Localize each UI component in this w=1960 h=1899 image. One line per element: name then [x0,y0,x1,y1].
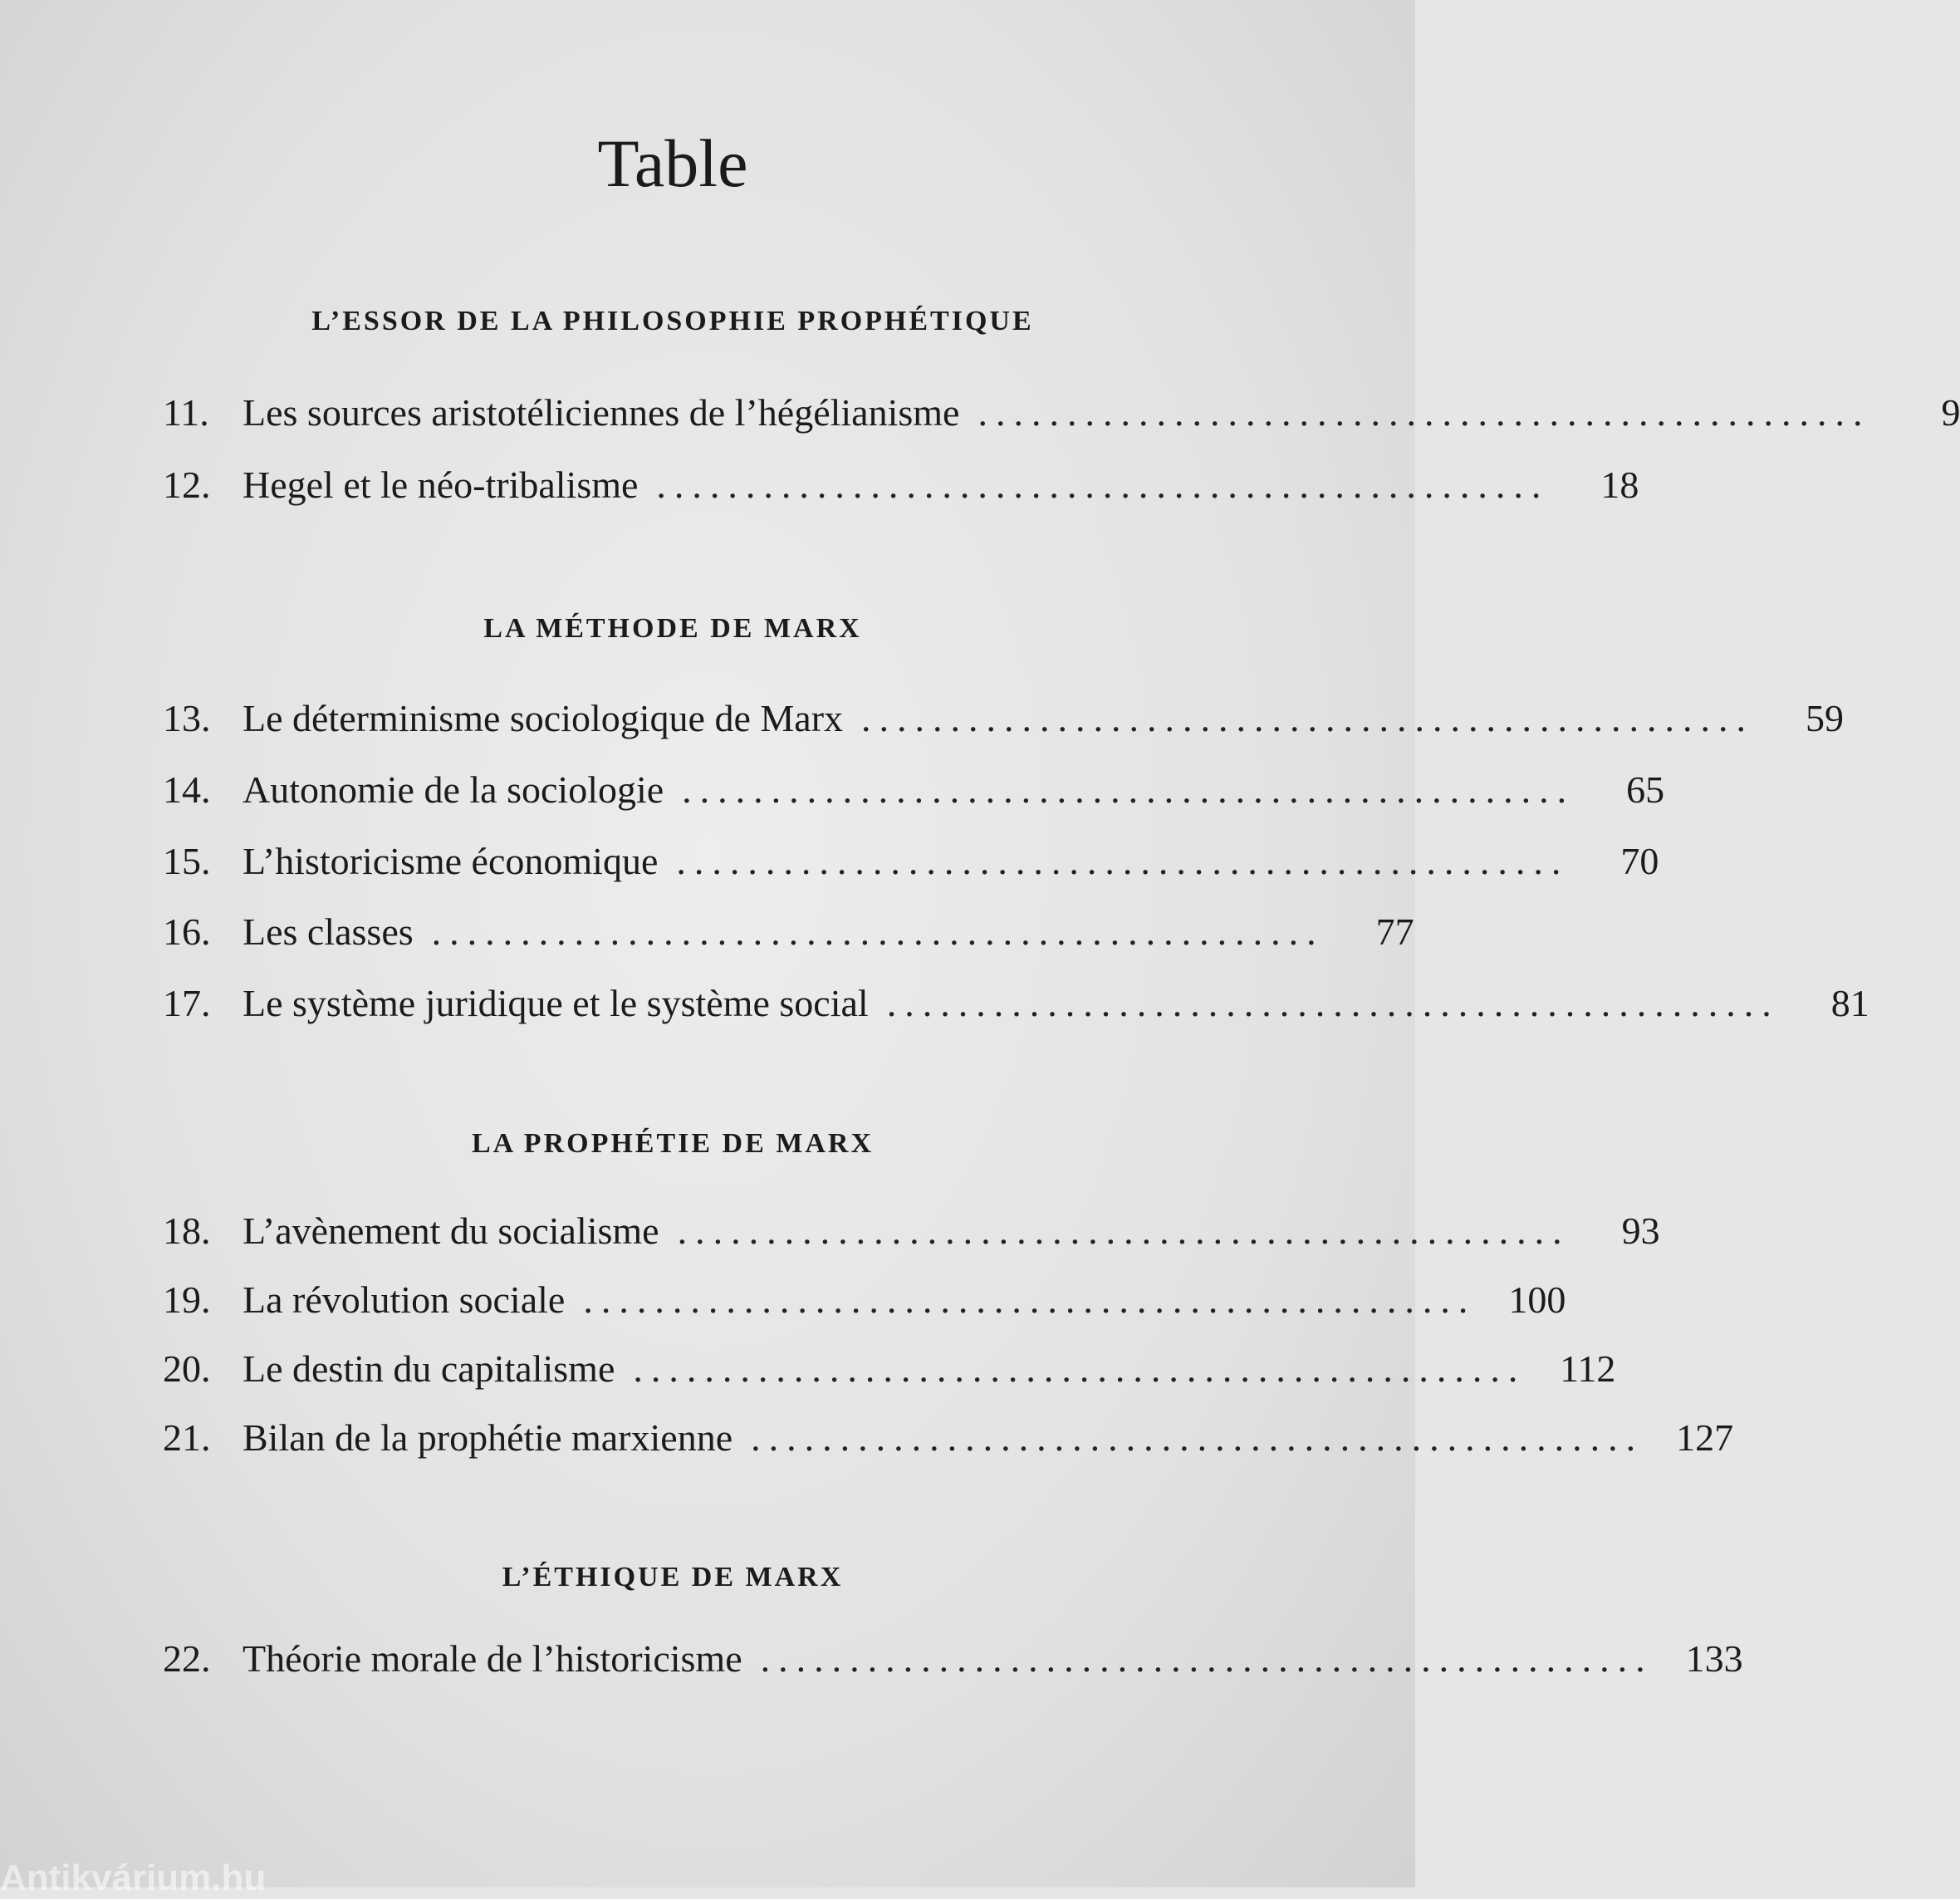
entry-number: 15. [163,840,211,882]
entry-number: 22. [163,1637,211,1680]
entry-title: Hegel et le néo-tribalisme [243,464,639,506]
entry-number: 16. [163,910,211,953]
toc-entry[interactable] [163,1416,1734,1465]
section-heading: LA MÉTHODE DE MARX [483,613,862,644]
toc-entry[interactable] [163,1209,1660,1259]
dot-leader: .................................................. [751,1416,1644,1459]
dot-leader: .................................................. [656,464,1550,506]
entry-page: 9 [1941,391,1960,434]
section-heading: L’ÉTHIQUE DE MARX [502,1562,844,1592]
entry-page: 81 [1830,982,1869,1024]
entry-title: Les classes [243,910,414,953]
dot-leader: .................................................. [633,1347,1526,1390]
entry-page: 70 [1620,840,1659,882]
toc-entry[interactable] [163,1347,1616,1396]
toc-entry[interactable] [163,981,1869,1031]
dot-leader: .................................................. [676,840,1570,882]
dot-leader: .................................................. [978,391,1871,434]
dot-leader: .................................................. [886,982,1780,1024]
entry-number: 13. [163,697,211,739]
dot-leader: .................................................. [431,910,1325,953]
entry-title: Autonomie de la sociologie [243,768,664,811]
entry-number: 17. [163,982,211,1024]
entry-title: Le destin du capitalisme [243,1347,615,1390]
entry-page: 93 [1621,1210,1660,1252]
entry-page: 133 [1685,1637,1743,1680]
dot-leader: .................................................. [861,697,1755,739]
entry-title: Théorie morale de l’historicisme [243,1637,742,1680]
entry-number: 19. [163,1278,211,1321]
toc-entry[interactable] [163,463,1639,513]
entry-number: 14. [163,768,211,811]
section-heading: L’ESSOR DE LA PHILOSOPHIE PROPHÉTIQUE [311,306,1034,336]
entry-title: Le déterminisme sociologique de Marx [243,697,844,739]
toc-entry[interactable] [163,696,1845,746]
dot-leader: .................................................. [677,1210,1570,1252]
entry-number: 12. [163,464,211,506]
dot-leader: .................................................. [682,768,1575,811]
entry-page: 65 [1626,768,1665,811]
toc-entry[interactable] [163,839,1659,889]
entry-title: Les sources aristotéliciennes de l’hégélianisme [243,391,960,434]
dot-leader: .................................................. [760,1637,1654,1680]
entry-page: 127 [1676,1416,1734,1459]
entry-page: 112 [1560,1347,1616,1390]
toc-entry[interactable] [163,768,1665,817]
entry-page: 100 [1508,1278,1566,1321]
watermark: Antikvárium.hu [0,1857,267,1898]
entry-title: La révolution sociale [243,1278,566,1321]
entry-page: 59 [1806,697,1845,739]
toc-entry[interactable] [163,910,1414,959]
toc-entry[interactable] [163,1636,1743,1686]
entry-number: 18. [163,1210,211,1252]
entry-title: Le système juridique et le système social [243,982,869,1024]
toc-entry[interactable] [163,390,1960,440]
entry-page: 18 [1600,464,1639,506]
toc-entry[interactable] [163,1278,1566,1327]
section-heading: LA PROPHÉTIE DE MARX [471,1128,875,1159]
page-title: Table [597,125,748,201]
entry-title: Bilan de la prophétie marxienne [243,1416,733,1459]
entry-number: 20. [163,1347,211,1390]
dot-leader: .................................................. [583,1278,1477,1321]
entry-number: 21. [163,1416,211,1459]
entry-title: L’avènement du socialisme [243,1210,659,1252]
entry-title: L’historicisme économique [243,840,659,882]
entry-number: 11. [163,391,209,434]
entry-page: 77 [1375,910,1414,953]
